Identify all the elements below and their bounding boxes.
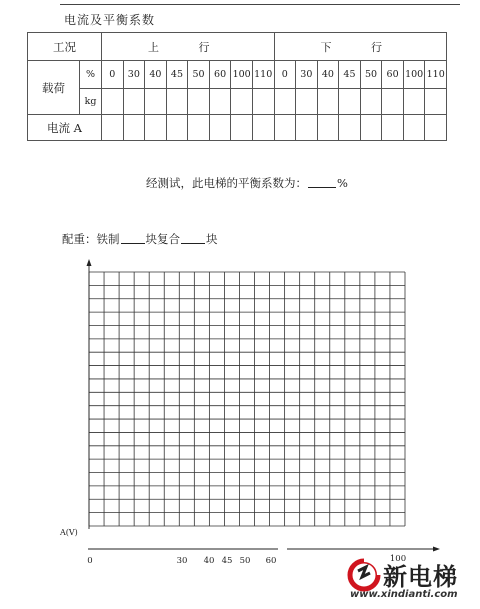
- cell-unit-kg: kg: [80, 89, 102, 115]
- logo-url: www.xindianti.com: [350, 589, 458, 600]
- cell-percent-down: 100: [403, 61, 425, 89]
- cell-load-header: 载荷: [28, 61, 80, 115]
- x-tick: 0: [87, 556, 93, 566]
- x-tick: 45: [221, 556, 233, 566]
- cell-current-header: 电流 A: [28, 115, 102, 141]
- x-tick: 50: [239, 556, 251, 566]
- balance-coefficient-label: 经测试，此电梯的平衡系数为：: [146, 176, 307, 190]
- x-tick: 40: [203, 556, 215, 566]
- watermark-logo: [344, 553, 470, 605]
- cell-percent-up: 0: [102, 61, 124, 89]
- y-axis-label: A(V): [60, 528, 78, 537]
- counterweight-middle: 块复合: [145, 232, 180, 246]
- cell-percent-down: 45: [339, 61, 361, 89]
- balance-coefficient-unit: %: [337, 176, 348, 190]
- cell-percent-up: 30: [123, 61, 145, 89]
- cell-percent-down: 30: [296, 61, 318, 89]
- cell-percent-up: 100: [231, 61, 253, 89]
- cell-percent-up: 110: [252, 61, 274, 89]
- x-tick: 100: [389, 554, 407, 564]
- cell-direction-up: 上 行: [102, 33, 275, 61]
- section-title: 电流及平衡系数: [64, 13, 156, 27]
- x-tick: 30: [176, 556, 188, 566]
- cell-percent-up: 45: [166, 61, 188, 89]
- x-tick: 60: [265, 556, 277, 566]
- cell-percent-down: 0: [274, 61, 296, 89]
- y-axis-arrow: [87, 259, 92, 266]
- counterweight-suffix: 块: [206, 232, 218, 246]
- cell-percent-up: 60: [209, 61, 231, 89]
- cell-percent-up: 50: [188, 61, 210, 89]
- cell-percent-down: 60: [382, 61, 404, 89]
- cell-percent-down: 40: [317, 61, 339, 89]
- cell-unit-percent: %: [80, 61, 102, 89]
- x-axis-arrow: [433, 547, 440, 552]
- cell-percent-up: 40: [145, 61, 167, 89]
- cell-direction-down: 下 行: [274, 33, 447, 61]
- cell-percent-down: 110: [425, 61, 447, 89]
- graph-grid: [89, 272, 405, 526]
- cell-percent-down: 50: [360, 61, 382, 89]
- logo-name: 新电梯: [383, 563, 458, 591]
- counterweight-label: 配重：铁制: [62, 232, 120, 246]
- cell-condition-header: 工况: [28, 33, 102, 61]
